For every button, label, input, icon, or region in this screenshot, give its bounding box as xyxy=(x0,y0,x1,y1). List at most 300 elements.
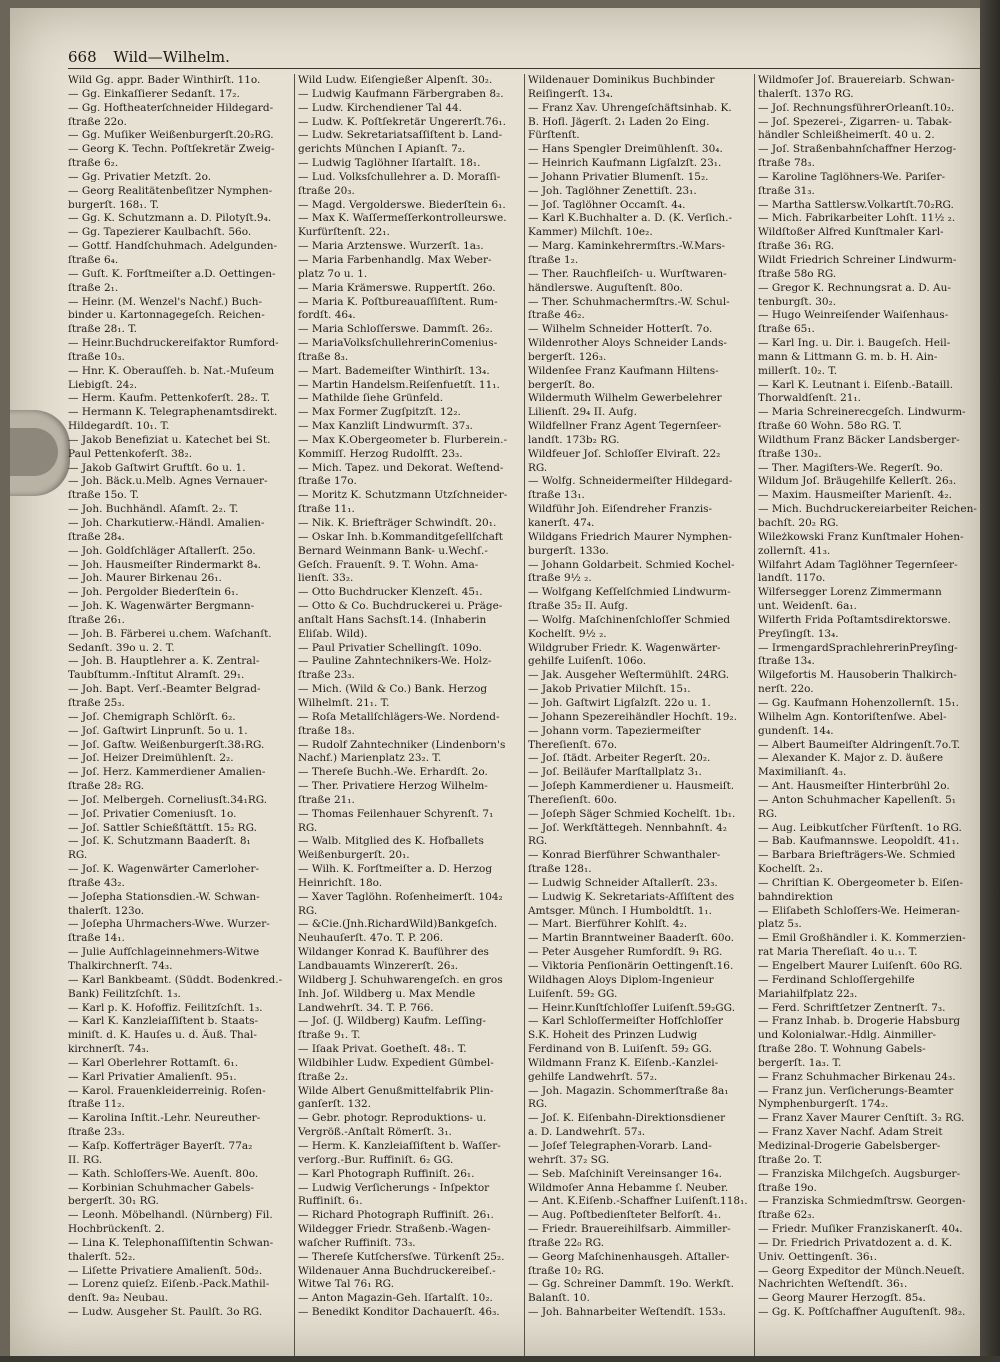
directory-entry-line: — Ludwig Verſicherungs - Inſpektor xyxy=(298,1181,490,1194)
directory-entry-line: platz 7o u. 1. xyxy=(298,267,368,280)
directory-entry-line: — Gg. Kaufmann Hohenzollernſt. 15₁. xyxy=(758,696,959,709)
directory-entry-line: Kammer) Milchſt. 10e₂. xyxy=(528,226,653,239)
directory-entry-line: Nachrichten Weſtendſt. 36₁. xyxy=(758,1278,908,1291)
directory-entry-line: — Iſaak Privat. Goetheſt. 48₁. T. xyxy=(298,1043,467,1056)
directory-entry-line: — Karl Photograph Ruffiniſt. 26₁. xyxy=(298,1167,475,1180)
running-title: Wild—Wilhelm. xyxy=(113,48,230,66)
page-number: 668 xyxy=(68,48,97,66)
directory-entry-line: Neuhauſerſt. 47o. T. P. 206. xyxy=(298,932,444,945)
directory-entry-line: — Gg. K. Schutzmann a. D. Pilotyſt.9₄. xyxy=(68,212,272,225)
directory-entry-line: Nachf.) Marienplatz 23₂. T. xyxy=(298,752,442,765)
directory-entry-line: — Joſ. Herz. Kammerdiener Amalien- xyxy=(68,766,266,779)
directory-entry-line: Wild Ludw. Eiſengießer Alpenſt. 30₂. xyxy=(298,74,493,86)
directory-entry-line: — Georg Expeditor der Münch.Neueſt. xyxy=(758,1264,965,1277)
directory-entry-line: Wildberg J. Schuhwarengeſch. en gros xyxy=(298,973,503,986)
directory-entry-line: — Joh. Pergolder Biederſtein 6₁. xyxy=(68,586,239,599)
directory-entry-line: — Mich. (Wild & Co.) Bank. Herzog xyxy=(298,683,488,696)
directory-entry-line: Wilfahrt Adam Taglöhner Tegernſeer- xyxy=(758,558,958,571)
directory-entry-line: Luiſenſt. 59₂ GG. xyxy=(528,987,618,1000)
directory-entry-line: ſtraße 26₁. xyxy=(68,613,125,626)
book-edge-bottom xyxy=(0,1356,1000,1362)
directory-entry-line: — Martin Handelsm.Reiſenfuetſt. 11₁. xyxy=(298,378,500,391)
directory-entry-line: a. D. Landwehrſt. 57₃. xyxy=(528,1126,646,1139)
directory-entry-line: — Karl Privatier Amalienſt. 95₁. xyxy=(68,1070,237,1083)
directory-entry-line: — Konrad Bierführer Schwanthaler- xyxy=(528,849,721,862)
directory-entry-line: — Joſ. Chemigraph Schlörſt. 6₂. xyxy=(68,710,236,723)
directory-entry-line: Wildanger Konrad K. Bauführer des xyxy=(298,946,489,959)
directory-entry-line: — Ther. Privatiere Herzog Wilhelm- xyxy=(298,780,488,793)
directory-entry-line: Lilienſt. 29₄ II. Aufg. xyxy=(528,406,637,419)
directory-entry-line: — Anton Schuhmacher Kapellenſt. 5₁ xyxy=(758,793,957,806)
directory-entry-line: — Joh. Gaſtwirt Ligſalzſt. 22o u. 1. xyxy=(528,696,711,709)
directory-entry-line: — Nik. K. Briefträger Schwindſt. 20₁. xyxy=(298,517,497,529)
directory-entry-line: Geſch. Frauenſt. 9. T. Wohn. Ama- xyxy=(298,558,479,571)
directory-entry-line: — Maxim. Hausmeiſter Marienſt. 4₂. xyxy=(758,489,952,502)
directory-entry-line: — Ant. Hausmeiſter Hinterbrühl 2o. xyxy=(758,780,950,793)
directory-entry-line: Thereſienſt. 60o. xyxy=(528,793,618,806)
directory-entry-line: — Joſ. Beiläufer Marſtallplatz 3₁. xyxy=(528,766,702,779)
directory-entry-line: Amtsger. Münch. I Humboldtſt. 1₁. xyxy=(528,904,712,917)
directory-entry-line: RG. xyxy=(298,821,318,834)
directory-entry-line: — Xaver Taglöhn. Roſenheimerſt. 104₂ xyxy=(298,890,503,903)
directory-entry-line: — Hans Spengler Dreimühlenſt. 30₄. xyxy=(528,143,723,156)
directory-entry-line: — Ludw. Kirchendiener Tal 44. xyxy=(298,101,463,114)
directory-entry-line: — Franziska Milchgeſch. Augsburger- xyxy=(758,1167,961,1180)
directory-entry-line: — Gg. Hoftheaterſchneider Hildegard- xyxy=(68,101,274,114)
directory-entry-line: bahndirektion xyxy=(758,890,833,903)
directory-entry-line: — Joh. Maurer Birkenau 26₁. xyxy=(68,572,222,585)
directory-entry-line: — Thereſe Buchh.-We. Erhardſt. 2o. xyxy=(298,766,488,779)
directory-entry-line: Kochelſt. 2₃. xyxy=(758,863,824,876)
directory-entry-line: — Johann Privatier Blumenſt. 15₂. xyxy=(528,170,709,183)
directory-entry-line: — Thereſe Kutſchersſwe. Türkenſt 25₂. xyxy=(298,1250,505,1263)
directory-entry-line: Wildt Friedrich Schreiner Lindwurm- xyxy=(758,253,957,266)
directory-entry-line: händler Schleißheimerſt. 40 u. 2. xyxy=(758,129,935,142)
directory-entry-line: ſtraße 78₃. xyxy=(758,157,815,170)
directory-entry-line: — Joſepha Stationsdien.-W. Schwan- xyxy=(68,890,260,903)
directory-entry-line: Wildſtoßer Alfred Kunſtmaler Karl- xyxy=(758,226,944,239)
directory-entry-line: Wilgefortis M. Hausoberin Thalkirch- xyxy=(758,669,957,682)
directory-entry-line: — Ferdinand Schloſſergehilfe xyxy=(758,973,915,986)
directory-entry-line: Medizinal-Drogerie Gabelsberger- xyxy=(758,1139,941,1152)
directory-entry-line: ſtraße 6₂. xyxy=(68,157,119,170)
directory-entry-line: bergerſt. 126₃. xyxy=(528,350,607,363)
directory-entry-line: ſtraße 1₂. xyxy=(528,253,579,266)
directory-entry-line: — Ludwig Schneider Aſtallerſt. 23₃. xyxy=(528,876,718,889)
directory-entry-line: — Pauline Zahntechnikers-We. Holz- xyxy=(298,655,492,668)
directory-entry-line: thalerſt. 52₂. xyxy=(68,1250,136,1263)
directory-entry-line: — Martin Branntweiner Baaderſt. 60o. xyxy=(528,932,734,945)
directory-entry-line: ſtraße 28o. T. Wohnung Gabels- xyxy=(758,1043,926,1056)
directory-entry-line: händlerswe. Auguſtenſt. 80o. xyxy=(528,281,683,294)
directory-entry-line: — Joh. K. Wagenwärter Bergmann- xyxy=(68,600,255,613)
directory-entry-line: B. Hofl. Jägerſt. 2₁ Laden 2o Eing. xyxy=(528,115,710,128)
directory-page xyxy=(10,8,982,1358)
directory-entry-line: und Kolonialwar.-Hdlg. Ainmiller- xyxy=(758,1029,937,1042)
directory-entry-line: Wildenauer Anna Buchdruckereibeſ.- xyxy=(298,1264,496,1277)
directory-entry-line: — Kaſp. Kofferträger Bayerſt. 77a₂ xyxy=(68,1139,253,1152)
directory-entry-line: — Hnr. K. Oberauſſeh. b. Nat.-Muſeum xyxy=(68,364,275,377)
directory-entry-line: ſtraße 6₄. xyxy=(68,253,119,266)
directory-entry-line: — Alexander K. Major z. D. äußere xyxy=(758,752,944,765)
directory-entry-line: — Georg Maſchinenhausgeh. Aſtaller- xyxy=(528,1250,730,1263)
directory-entry-line: Kommiſſ. Herzog Rudolfſt. 23₃. xyxy=(298,447,463,460)
directory-entry-line: kanerſt. 47₄. xyxy=(528,517,595,529)
directory-entry-line: — Georg Realitätenbeſitzer Nymphen- xyxy=(68,184,273,197)
directory-entry-line: — Maria Krämerswe. Ruppertſt. 26o. xyxy=(298,281,496,294)
directory-entry-line: — Gg. Tapezierer Kaulbachſt. 56o. xyxy=(68,226,252,239)
directory-entry-line: Wildfeuer Joſ. Schloſſer Elviraſt. 22₂ xyxy=(528,447,721,460)
directory-entry-line: — Gg. Einkaſſierer Sedanſt. 17₂. xyxy=(68,87,240,100)
directory-entry-line: — Thomas Feilenhauer Schyrenſt. 7₁ xyxy=(298,807,494,820)
directory-entry-line: ſtraße 21₁. xyxy=(298,793,355,806)
directory-entry-line: Maximilianſt. 4₃. xyxy=(758,766,847,779)
directory-entry-line: tenburgſt. 30₂. xyxy=(758,295,837,308)
directory-entry-line: — Joſef Telegraphen-Vorarb. Land- xyxy=(528,1139,712,1152)
directory-entry-line: RG. xyxy=(298,904,318,917)
directory-entry-line: — Barbara Briefträgers-We. Schmied xyxy=(758,849,956,862)
directory-entry-line: — Joſ. Werkſtättegeh. Nennbahnſt. 4₂ xyxy=(528,821,727,834)
directory-entry-line: — Ludwig K. Sekretariats-Aſſiſtent des xyxy=(528,890,735,903)
directory-entry-line: — Hermann K. Telegraphenamtsdirekt. xyxy=(68,406,278,419)
directory-entry-line: platz 5₃. xyxy=(758,918,802,931)
directory-entry-line: — Ludwig Taglöhner Iſartalſt. 18₁. xyxy=(298,157,481,170)
directory-entry-line: — Ludw. Sekretariatsaſſiſtent b. Land- xyxy=(298,129,503,142)
directory-entry-line: — Chriſtian K. Obergeometer b. Eiſen- xyxy=(758,876,963,889)
directory-entry-line: wehrſt. 37₂ SG. xyxy=(528,1153,610,1166)
directory-entry-line: Ruffiniſt. 6₁. xyxy=(298,1195,363,1208)
directory-entry-line: — Maria Schreinerecgeſch. Lindwurm- xyxy=(758,406,966,419)
directory-entry-line: — Gg. K. Poſtſchaffner Auguſtenſt. 98₂. xyxy=(758,1306,966,1319)
directory-entry-line: — Mart. Bierführer Kohlſt. 4₂. xyxy=(528,918,688,931)
directory-entry-line: — Joh. Goldſchläger Aſtallerſt. 25o. xyxy=(68,544,256,557)
directory-entry-line: — Joſepha Uhrmachers-Wwe. Wurzer- xyxy=(68,918,270,931)
directory-entry-line: — Aug. Leibkutſcher Fürſtenſt. 1o RG. xyxy=(758,821,962,834)
directory-entry-line: verſorg.-Bur. Ruffiniſt. 6₂ GG. xyxy=(298,1153,454,1166)
directory-entry-line: — Joſ. Taglöhner Occamſt. 4₄. xyxy=(528,198,686,211)
directory-entry-line: ſtraße 58o RG. xyxy=(758,267,837,280)
directory-entry-line: Wileżkowski Franz Kunſtmaler Hohen- xyxy=(758,530,964,543)
directory-entry-line: ſtraße 28₄. xyxy=(68,530,125,543)
thumb-index-tab xyxy=(10,410,70,496)
directory-entry-line: Vergröß.-Anſtalt Römerſt. 3₁. xyxy=(298,1126,452,1139)
directory-entry-line: Wildenauer Dominikus Buchbinder xyxy=(528,74,715,86)
directory-entry-line: — Viktoria Penſionärin Oettingenſt.16. xyxy=(528,960,734,972)
directory-entry-line: — Roſa Metallſchlägers-We. Nordend- xyxy=(298,710,500,723)
directory-entry-line: ſtraße 9₁. T. xyxy=(298,1029,361,1042)
directory-entry-line: Witwe Tal 76₁ RG. xyxy=(298,1278,395,1291)
directory-entry-line: — Gottf. Handſchuhmach. Adelgunden- xyxy=(68,240,278,253)
directory-entry-line: Wildmann Franz K. Eiſenb.-Kanzlei- xyxy=(528,1056,719,1069)
directory-entry-line: anſtalt Hans Sachsſt.14. (Inhaberin xyxy=(298,613,487,626)
column-divider xyxy=(754,74,755,1358)
directory-entry-line: rat Maria Thereſiaſt. 4o u.₁. T. xyxy=(758,946,918,959)
directory-entry-line: Wildermuth Wilhelm Gewerbelehrer xyxy=(528,392,722,405)
directory-entry-line: lienſt. 33₂. xyxy=(298,572,354,585)
directory-entry-line: — &Cie.(Jnh.RichardWild)Bankgeſch. xyxy=(298,918,498,931)
directory-entry-line: — Lina K. Telephonaſſiſtentin Schwan- xyxy=(68,1236,274,1249)
directory-entry-line: — Karol. Frauenkleiderreinig. Roſen- xyxy=(68,1084,266,1097)
directory-entry-line: Taubſtumm.-Inſtitut Alramſt. 29₁. xyxy=(68,669,245,682)
directory-entry-line: ſtraße 130₂. xyxy=(758,447,822,460)
directory-entry-line: — Joſ. Heizer Dreimühlenſt. 2₂. xyxy=(68,752,234,765)
directory-entry-line: — Ludw. Ausgeher St. Paulſt. 3o RG. xyxy=(68,1306,263,1319)
directory-entry-line: ſtraße 10₂ RG. xyxy=(528,1264,605,1277)
directory-entry-line: — Karl Schloſſermeiſter Hofſchloſſer xyxy=(528,1015,723,1028)
directory-entry-line: kirchnerſt. 74₃. xyxy=(68,1043,150,1056)
directory-entry-line: Wildenrother Aloys Schneider Lands- xyxy=(528,337,727,350)
directory-entry-line: Wilhelm Agn. Kontoriſtenſwe. Abel- xyxy=(758,710,947,723)
directory-entry-line: — Joh. B. Hauptlehrer a. K. Zentral- xyxy=(68,655,260,668)
directory-entry-line: — Jak. Ausgeher Weſtermühlſt. 24RG. xyxy=(528,669,730,682)
directory-entry-line: — Joh. Bäck.u.Melb. Agnes Vernauer- xyxy=(68,475,268,488)
directory-entry-line: — Joh. Bapt. Verſ.-Beamter Belgrad- xyxy=(68,683,261,696)
directory-entry-line: — Joſ. Melbergeh. Corneliusſt.34₁RG. xyxy=(68,793,268,806)
page-header xyxy=(68,48,230,66)
directory-entry-line: waſcher Ruffiniſt. 73₃. xyxy=(298,1236,416,1249)
directory-entry-line: bergerſt. 1a₃. T. xyxy=(758,1056,842,1069)
directory-entry-line: — Mathilde ſiehe Grünfeld. xyxy=(298,392,444,405)
directory-entry-line: — Karl K.Buchhalter a. D. (K. Verſich.- xyxy=(528,212,733,225)
directory-entry-line: — Franz Inhab. b. Drogerie Habsburg xyxy=(758,1015,961,1028)
directory-entry-line: — Johann Goldarbeit. Schmied Kochel- xyxy=(528,558,735,571)
directory-entry-line: Bank) Feilitzſchſt. 1₃. xyxy=(68,987,181,1000)
directory-entry-line: — Franz Xaver Maurer Cenſtiſt. 3₂ RG. xyxy=(758,1112,965,1125)
directory-entry-line: — Martha Sattlersw.Volkartſt.70₂RG. xyxy=(758,198,954,211)
directory-entry-line: — Joſeph Kammerdiener u. Hausmeiſt. xyxy=(528,780,735,793)
directory-entry-line: — Heinr.Kunſtſchloſſer Luiſenſt.59₂GG. xyxy=(528,1001,736,1014)
directory-entry-line: Kochelſt. 9½ ₂. xyxy=(528,627,607,640)
directory-entry-line: — Gg. Privatier Metzſt. 2o. xyxy=(68,170,212,183)
directory-entry-line: thalerſt. 137o RG. xyxy=(758,87,854,100)
directory-entry-line: — Joh. B. Färberei u.chem. Waſchanſt. xyxy=(68,627,272,640)
directory-entry-line: Thorwaldſenſt. 21₁. xyxy=(758,392,861,405)
directory-entry-line: zollernſt. 41₃. xyxy=(758,544,831,557)
directory-entry-line: — Joh. Buchhändl. Aſamſt. 2₂. T. xyxy=(68,503,239,516)
directory-entry-line: — Joſ. Sattler Schießſtättſt. 15₂ RG. xyxy=(68,821,257,834)
directory-entry-line: — Joſ. Spezerei-, Zigarren- u. Tabak- xyxy=(758,115,952,128)
directory-entry-line: — Ferd. Schriftſetzer Zentnerſt. 7₃. xyxy=(758,1001,946,1014)
directory-entry-line: — Joſ. (J. Wildberg) Kaufm. Leſſing- xyxy=(298,1015,486,1028)
directory-entry-line: Thereſienſt. 67o. xyxy=(528,738,618,751)
directory-entry-line: Univ. Oettingenſt. 36₁. xyxy=(758,1250,878,1263)
directory-entry-line: Wildenſee Franz Kaufmann Hiltens- xyxy=(528,364,719,377)
directory-entry-line: landſt. 117o. xyxy=(758,572,826,585)
directory-entry-line: landſt. 173b₂ RG. xyxy=(528,433,620,446)
directory-entry-line: — Emil Großhändler i. K. Kommerzien- xyxy=(758,932,966,945)
directory-entry-line: — Ther. Rauchfleiſch- u. Wurſtwaren- xyxy=(528,267,727,280)
directory-entry-line: RG. xyxy=(68,849,88,862)
directory-entry-line: ſtraße 11₁. xyxy=(298,503,355,516)
directory-entry-line: ſtraße 11₂. xyxy=(68,1098,125,1111)
directory-entry-line: gehilfe Landwehrſt. 57₂. xyxy=(528,1070,658,1083)
directory-entry-line: — Joh. Bahnarbeiter Weſtendſt. 153₃. xyxy=(528,1306,726,1319)
directory-entry-line: — Joſ. Privatier Comeniusſt. 1o. xyxy=(68,807,237,820)
directory-entry-line: Wildgans Friedrich Maurer Nymphen- xyxy=(528,530,732,543)
directory-entry-line: ſtraße 60 Wohn. 58o RG. T. xyxy=(758,420,902,433)
directory-entry-line: — Karl Bankbeamt. (Süddt. Bodenkred.- xyxy=(68,973,283,986)
directory-entry-line: Wildbihler Ludw. Expedient Gümbel- xyxy=(298,1056,494,1069)
directory-entry-line: Preyſingſt. 13₄. xyxy=(758,627,839,640)
directory-entry-line: ſtraße 14₁. xyxy=(68,932,125,945)
directory-entry-line: — Karolina Inſtit.-Lehr. Neureuther- xyxy=(68,1112,261,1125)
directory-entry-line: — Ther. Magiſters-We. Regerſt. 9o. xyxy=(758,461,943,474)
directory-entry-line: ſtraße 28₁. T. xyxy=(68,323,137,336)
column-divider xyxy=(524,74,525,1358)
directory-entry-line: Bernard Weinmann Bank- u.Wechſ.- xyxy=(298,544,488,557)
directory-entry-line: Wildhagen Aloys Diplom-Ingenieur xyxy=(528,973,714,986)
directory-entry-line: thalerſt. 123o. xyxy=(68,904,145,917)
directory-entry-line: Wildmoſer Anna Hebamme ſ. Neuber. xyxy=(528,1181,729,1194)
directory-entry-line: ſtraße 15o. T. xyxy=(68,489,139,502)
column-1 xyxy=(68,74,294,1320)
directory-entry-line: ſtraße 8₃. xyxy=(298,350,349,363)
directory-entry-line: ſtraße 46₂. xyxy=(528,309,585,322)
directory-entry-line: — Moritz K. Schutzmann Utzſchneider- xyxy=(298,489,508,502)
directory-entry-line: — Wilh. K. Forſtmeiſter a. D. Herzog xyxy=(298,863,493,876)
directory-entry-line: — Wolfgang Keſſelſchmied Lindwurm- xyxy=(528,586,731,599)
directory-entry-line: — Joſ. Gaſtw. Weißenburgerſt.38₁RG. xyxy=(68,738,265,751)
directory-entry-line: Hochbrückenſt. 2. xyxy=(68,1223,165,1236)
directory-entry-line: — Heinr. (M. Wenzel's Nachf.) Buch- xyxy=(68,295,263,308)
directory-entry-line: — Gg. Schreiner Dammſt. 19o. Werkſt. xyxy=(528,1278,734,1291)
directory-entry-line: — Liſette Privatiere Amalienſt. 50d₂. xyxy=(68,1264,263,1277)
directory-entry-line: — Franz jun. Verſicherungs-Beamter xyxy=(758,1084,954,1097)
directory-entry-line: — MariaVolksſchullehrerinComenius- xyxy=(298,337,498,350)
directory-entry-line: Wilferth Frida Poſtamtsdirektorswe. xyxy=(758,613,951,626)
directory-entry-line: — Maria Farbenhandlg. Max Weber- xyxy=(298,253,492,266)
directory-entry-line: RG. xyxy=(528,461,548,474)
directory-entry-line: mann & Littmann G. m. b. H. Ain- xyxy=(758,350,938,363)
directory-entry-line: — Georg Maurer Herzogſt. 85₄. xyxy=(758,1292,926,1305)
directory-entry-line: — Karl K. Kanzleiaſſiſtent b. Staats- xyxy=(68,1015,259,1028)
directory-entry-line: Fürſtenſt. xyxy=(528,129,580,142)
directory-entry-line: Wildgruber Friedr. K. Wagenwärter- xyxy=(528,641,721,654)
directory-entry-line: — Franz Xav. Uhrengeſchäftsinhab. K. xyxy=(528,101,732,114)
directory-entry-line: — Rudolf Zahntechniker (Lindenborn's xyxy=(298,738,506,751)
directory-entry-line: — Magd. Vergolderswe. Biederſtein 6₁. xyxy=(298,198,506,211)
directory-entry-line: ſtraße 31₃. xyxy=(758,184,815,197)
directory-entry-line: — Joh. Taglöhner Zenettiſt. 23₁. xyxy=(528,184,697,197)
directory-entry-line: bergerſt. 8o. xyxy=(528,378,595,391)
directory-entry-line: — Gg. Muſiker Weißenburgerſt.20₂RG. xyxy=(68,129,274,142)
directory-entry-line: ſtraße 62₃. xyxy=(758,1209,815,1222)
directory-entry-line: — Joſ. K. Wagenwärter Camerloher- xyxy=(68,863,260,876)
directory-entry-line: — Max Former Zugſpitzſt. 12₂. xyxy=(298,406,461,419)
directory-entry-line: Landwehrſt. 34. T. P. 766. xyxy=(298,1001,434,1014)
directory-entry-line: — Aug. Poſtbedienſteter Belforſt. 4₁. xyxy=(528,1209,722,1222)
directory-entry-line: — IrmengardSprachlehrerinPreyſing- xyxy=(758,641,958,654)
directory-entry-line: — Wilhelm Schneider Hotterſt. 7o. xyxy=(528,323,713,336)
directory-entry-line: ganſerſt. 132. xyxy=(298,1098,372,1111)
directory-entry-line: — Herm. Kaufm. Pettenkoferſt. 28₂. T. xyxy=(68,392,271,405)
directory-entry-line: — Joſ. K. Eiſenbahn-Direktionsdiener xyxy=(528,1112,726,1125)
directory-entry-line: ſtraße 22₀ RG. xyxy=(528,1236,605,1249)
directory-entry-line: — Maria Schloſſerswe. Dammſt. 26₂. xyxy=(298,323,493,336)
column-divider xyxy=(294,74,295,1358)
directory-entry-line: — Maria Arztenswe. Wurzerſt. 1a₃. xyxy=(298,240,484,253)
directory-entry-line: — Georg K. Techn. Poſtſekretär Zweig- xyxy=(68,143,275,156)
directory-entry-line: — Franziska Schmiedmſtrsw. Georgen- xyxy=(758,1195,966,1208)
directory-entry-line: — Heinrich Kaufmann Ligſalzſt. 23₁. xyxy=(528,157,722,170)
directory-entry-line: Weißenburgerſt. 20₁. xyxy=(298,849,410,862)
directory-entry-line: — Mart. Bademeiſter Winthirſt. 13₄. xyxy=(298,364,490,377)
directory-entry-line: miniſt. d. K. Hauſes u. d. Äuß. Thal- xyxy=(68,1029,257,1042)
directory-entry-line: — Korbinian Schuhmacher Gabels- xyxy=(68,1181,254,1194)
directory-entry-line: ſtraße 35₂ II. Aufg. xyxy=(528,600,629,613)
directory-entry-line: — Wolfg. Schneidermeiſter Hildegard- xyxy=(528,475,733,488)
directory-entry-line: — Max K.Obergeometer b. Flurberein.- xyxy=(298,433,508,446)
directory-entry-line: — Max Kanzliſt Lindwurmſt. 37₃. xyxy=(298,420,473,433)
directory-entry-line: — Richard Photograph Ruffiniſt. 26₁. xyxy=(298,1209,494,1222)
directory-entry-line: RG. xyxy=(758,807,778,820)
directory-entry-line: Sedanſt. 39o u. 2. T. xyxy=(68,641,175,654)
directory-entry-line: Wildum Joſ. Bräugehilfe Kellerſt. 26₃. xyxy=(758,475,957,488)
directory-entry-line: — Albert Baumeiſter Aldringenſt.7o.T. xyxy=(758,738,961,751)
directory-entry-line: — Kath. Schloſſers-We. Auenſt. 80o. xyxy=(68,1167,259,1180)
directory-entry-line: ſtraße 23₃. xyxy=(68,1126,125,1139)
directory-entry-line: — Mich. Fabrikarbeiter Lohſt. 11½ ₂. xyxy=(758,212,956,225)
directory-entry-line: — Karl p. K. Hofoffiz. Feilitzſchſt. 1₃. xyxy=(68,1001,263,1014)
directory-entry-line: — Karoline Taglöhners-We. Pariſer- xyxy=(758,170,946,183)
directory-entry-line: — Ther. Schuhmachermſtrs.-W. Schul- xyxy=(528,295,730,308)
directory-entry-line: — Otto Buchdrucker Klenzeſt. 45₁. xyxy=(298,586,483,599)
directory-entry-line: Wilhelmſt. 21₁. T. xyxy=(298,696,390,709)
directory-entry-line: bachſt. 20₂ RG. xyxy=(758,517,839,529)
directory-entry-line: Thalkirchnerſt. 74₃. xyxy=(68,960,173,972)
directory-entry-line: ſtraße 18₃. xyxy=(298,724,355,737)
directory-entry-line: — Julie Aufſchlageinnehmers-Witwe xyxy=(68,946,260,959)
directory-entry-line: — Joſeph Säger Schmied Kochelſt. 1b₁. xyxy=(528,807,736,820)
directory-entry-line: — Karl Oberlehrer Rottamſt. 6₁. xyxy=(68,1056,239,1069)
directory-entry-line: — Jakob Privatier Milchſt. 15₁. xyxy=(528,683,691,696)
directory-entry-line: burgerſt. 168₁. T. xyxy=(68,198,159,211)
directory-entry-line: — Eliſabeth Schloſſers-We. Heimeran- xyxy=(758,904,960,917)
directory-entry-line: binder u. Kartonnagegeſch. Reichen- xyxy=(68,309,265,322)
directory-entry-line: fordſt. 46₄. xyxy=(298,309,356,322)
directory-entry-line: — Joſ. RechnungsführerOrleanſt.10₂. xyxy=(758,101,955,114)
directory-entry-line: denſt. 9a₂ Neubau. xyxy=(68,1292,169,1305)
directory-entry-line: — Ludwig Kaufmann Färbergraben 8₂. xyxy=(298,87,504,100)
directory-entry-line: — Anton Magazin-Geh. Iſartalſt. 10₂. xyxy=(298,1292,493,1305)
directory-entry-line: — Franz Schuhmacher Birkenau 24₃. xyxy=(758,1070,956,1083)
directory-entry-line: ſtraße 2o. T. xyxy=(758,1153,823,1166)
directory-entry-line: — Engelbert Maurer Luiſenſt. 60o RG. xyxy=(758,960,963,972)
directory-entry-line: ſtraße 9½ ₂. xyxy=(528,572,592,585)
directory-entry-line: Paul Pettenkoferſt. 38₂. xyxy=(68,447,193,460)
directory-entry-line: ſtraße 2₂. xyxy=(298,1070,349,1083)
directory-entry-line: RG. xyxy=(528,835,548,848)
directory-entry-line: millerſt. 10₂. T. xyxy=(758,364,838,377)
directory-entry-line: — Joſ. K. Schutzmann Baaderſt. 8₁ xyxy=(68,835,251,848)
directory-entry-line: ſtraße 22o. xyxy=(68,115,127,128)
directory-entry-line: Wildthum Franz Bäcker Landsberger- xyxy=(758,433,960,446)
book-edge xyxy=(980,0,1000,1362)
directory-entry-line: — Joſ. Straßenbahnſchaffner Herzog- xyxy=(758,143,957,156)
directory-entry-line: RG. xyxy=(528,1098,548,1111)
directory-entry-line: ſtraße 128₁. xyxy=(528,863,592,876)
directory-entry-line: — Lud. Volksſchullehrer a. D. Moraſſi- xyxy=(298,170,501,183)
directory-entry-line: — Hugo Weinreiſender Waiſenhaus- xyxy=(758,309,949,322)
directory-entry-line: — Mich. Tapez. und Dekorat. Weſtend- xyxy=(298,461,504,474)
directory-entry-line: — Johann Spezereihändler Hochſt. 19₂. xyxy=(528,710,737,723)
directory-entry-line: Ferdinand von B. Luiſenſt. 59₂ GG. xyxy=(528,1043,712,1056)
directory-entry-line: — Joh. Hausmeiſter Rindermarkt 8₄. xyxy=(68,558,261,571)
directory-entry-line: — Otto & Co. Buchdruckerei u. Präge- xyxy=(298,600,503,613)
directory-entry-line: ſtraße 25₃. xyxy=(68,696,125,709)
directory-entry-line: ſtraße 13₁. xyxy=(528,489,585,502)
directory-entry-line: — Karl K. Leutnant i. Eiſenb.-Bataill. xyxy=(758,378,954,391)
